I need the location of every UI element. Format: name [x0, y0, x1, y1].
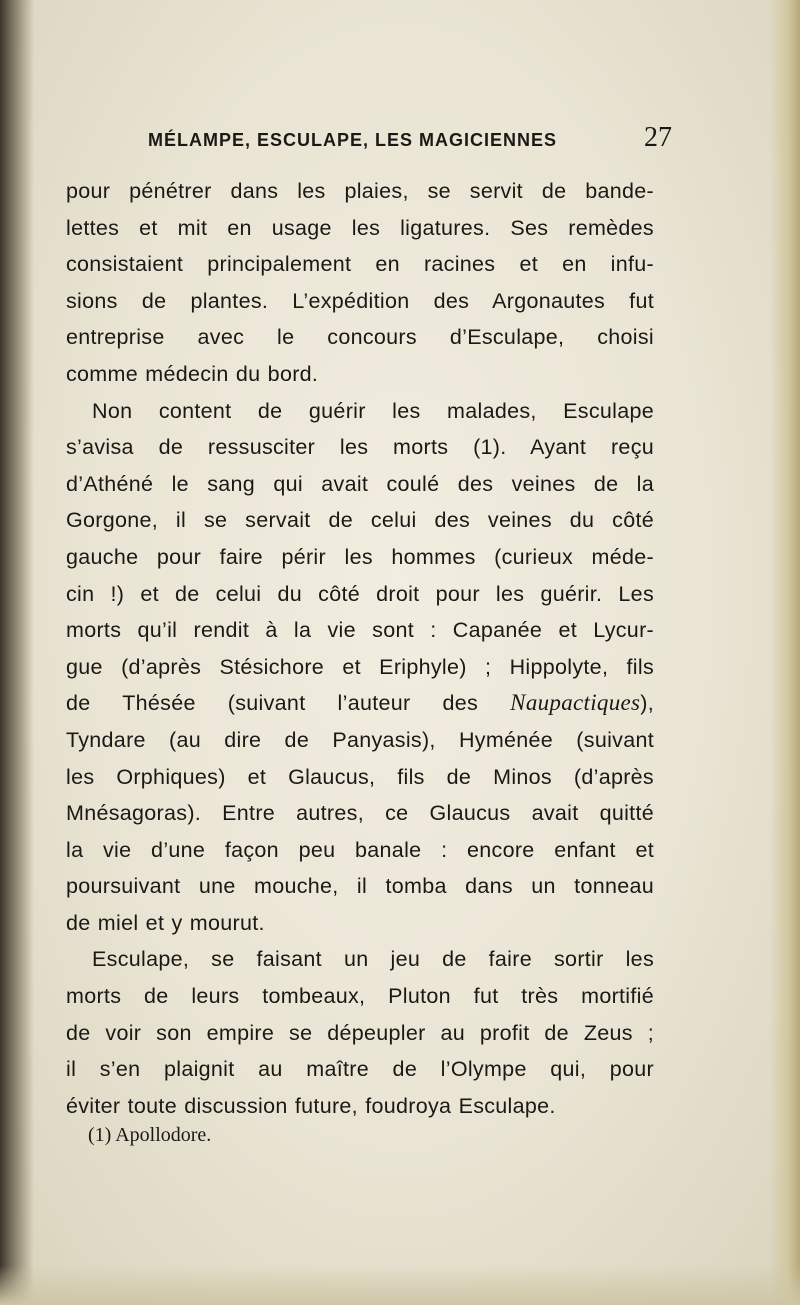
binding-shadow: [0, 0, 34, 1305]
text-line: Esculape, se faisant un jeu de faire sortir les: [92, 947, 654, 972]
text-fragment: de Thésée (suivant l’auteur des: [66, 691, 511, 716]
text-line-with-italic: [66, 685, 654, 722]
text-line: s’avisa de ressusciter les morts (1). Ayant reçu: [66, 435, 654, 460]
text-line: comme médecin du bord.: [66, 361, 319, 386]
page-edge-bottom: [0, 1265, 800, 1305]
running-head: MÉLAMPE, ESCULAPE, LES MAGICIENNES: [148, 130, 558, 150]
text-line: poursuivant une mouche, il tomba dans un tonneau: [66, 874, 654, 899]
text-fragment: ),: [640, 691, 654, 716]
text-line: Non content de guérir les malades, Esculape: [92, 398, 654, 423]
text-line: entreprise avec le concours d’Esculape, choisi: [66, 325, 654, 350]
body-text: [66, 173, 654, 1124]
text-line: morts de leurs tombeaux, Pluton fut très mortifié: [66, 984, 654, 1009]
text-line: sions de plantes. L’expédition des Argonautes fut: [66, 288, 654, 313]
text-line: de voir son empire se dépeupler au profit de Zeus ;: [66, 1020, 654, 1045]
text-line: éviter toute discussion future, foudroya Esculape.: [66, 1093, 556, 1118]
text-line: pour pénétrer dans les plaies, se servit de bande-: [66, 179, 654, 203]
text-line: Mnésagoras). Entre autres, ce Glaucus avait quitté: [66, 801, 654, 826]
text-line: il s’en plaignit au maître de l’Olympe qui, pour: [66, 1057, 654, 1082]
footnote: (1) Apollodore.: [88, 1124, 212, 1146]
text-line: les Orphiques) et Glaucus, fils de Minos (d’après: [66, 764, 654, 789]
page-edge-right: [770, 0, 800, 1305]
text-line: Gorgone, il se servait de celui des veines du côté: [66, 508, 654, 533]
text-line: d’Athéné le sang qui avait coulé des veines de la: [66, 471, 654, 496]
text-line: gauche pour faire périr les hommes (curieux méde-: [66, 544, 654, 569]
text-line: Tyndare (au dire de Panyasis), Hyménée (suivant: [66, 727, 654, 752]
text-line: morts qu’il rendit à la vie sont : Capanée et Lycur-: [66, 618, 654, 643]
page-number: 27: [644, 122, 672, 153]
text-line: consistaient principalement en racines et en infu-: [66, 252, 654, 277]
text-line: gue (d’après Stésichore et Eriphyle) ; Hippolyte, fils: [66, 654, 654, 679]
text-line: la vie d’une façon peu banale : encore enfant et: [66, 837, 654, 862]
italic-title: Naupactiques: [510, 690, 641, 716]
text-line: lettes et mit en usage les ligatures. Ses remèdes: [66, 215, 654, 240]
text-line: cin !) et de celui du côté droit pour les guérir. Les: [66, 581, 654, 606]
text-line: de miel et y mourut.: [66, 910, 265, 935]
page-header: [148, 122, 672, 156]
